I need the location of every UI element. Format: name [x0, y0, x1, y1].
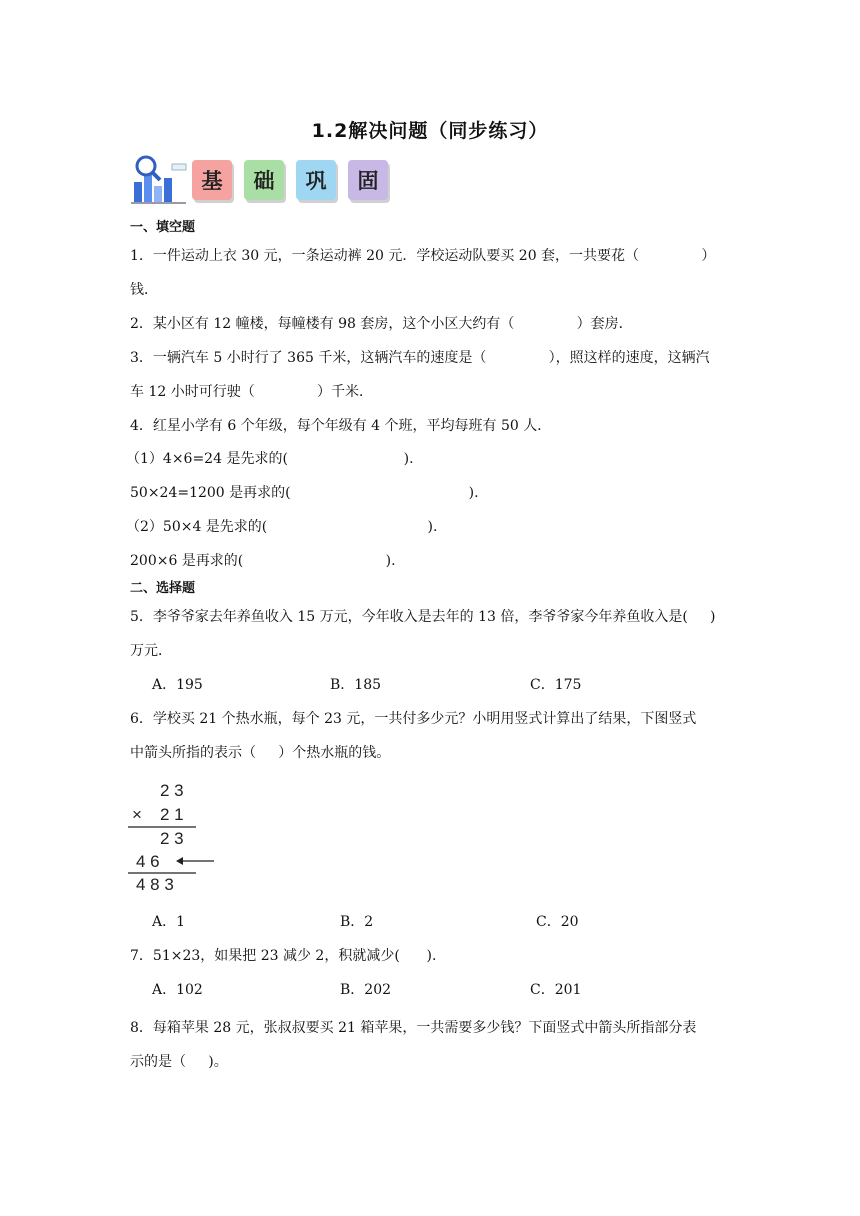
- page-title: 1.2解决问题（同步练习）: [311, 120, 549, 142]
- vert-row-1: 2 3: [160, 781, 184, 800]
- vert-operator: ×: [132, 805, 142, 824]
- question-7-line-1: 7．51×23，如果把 23 减少 2，积就减少( ).: [130, 948, 437, 964]
- vertical-multiplication: [126, 778, 226, 896]
- question-6-option-c: C．20: [536, 914, 579, 930]
- arrow-left-icon: [176, 857, 183, 865]
- question-5-option-c: C．175: [530, 677, 582, 693]
- question-3-line-2: 车 12 小时可行驶（ ）千米．: [130, 384, 374, 400]
- banner-tile-1: 基: [192, 160, 232, 200]
- vert-row-5: 4 8 3: [136, 875, 174, 894]
- section-heading-fill: 一、填空题: [130, 220, 196, 235]
- question-5-line-2: 万元．: [130, 643, 172, 659]
- section-heading-choice: 二、选择题: [130, 581, 196, 596]
- question-4-line-3: 50×24=1200 是再求的( ).: [130, 485, 479, 501]
- question-4-line-1: 4．红星小学有 6 个年级，每个年级有 4 个班，平均每班有 50 人．: [130, 418, 552, 434]
- question-6-line-1: 6．学校买 21 个热水瓶，每个 23 元，一共付多少元？小明用竖式计算出了结果，下图竖式: [130, 711, 697, 727]
- question-3-line-1: 3．一辆汽车 5 小时行了 365 千米，这辆汽车的速度是（ ），照这样的速度，这辆汽: [130, 350, 710, 366]
- question-5-option-a: A．195: [152, 677, 203, 693]
- vert-row-3: 2 3: [160, 829, 184, 848]
- question-7-option-c: C．201: [530, 982, 582, 998]
- question-6-line-2: 中箭头所指的表示（ ）个热水瓶的钱。: [130, 745, 391, 761]
- question-7-option-a: A．102: [152, 982, 203, 998]
- question-1-line-1: 1．一件运动上衣 30 元，一条运动裤 20 元．学校运动队要买 20 套，一共要花（ ）: [130, 248, 716, 264]
- vert-row-2: 2 1: [160, 805, 184, 824]
- question-6-option-b: B．2: [340, 914, 374, 930]
- banner-tile-4: 固: [348, 160, 388, 200]
- magnifier-chart-icon: [128, 154, 188, 206]
- question-4-line-4: （2）50×4 是先求的( ).: [126, 519, 438, 535]
- question-4-line-2: （1）4×6=24 是先求的( ).: [126, 451, 414, 467]
- section-banner: [128, 154, 388, 206]
- question-5-option-b: B．185: [330, 677, 382, 693]
- question-8-line-1: 8．每箱苹果 28 元，张叔叔要买 21 箱苹果，一共需要多少钱？下面竖式中箭头所指部分表: [130, 1020, 697, 1036]
- vert-row-4: 4 6: [136, 852, 160, 871]
- question-5-line-1: 5．李爷爷家去年养鱼收入 15 万元，今年收入是去年的 13 倍，李爷爷家今年养鱼收入是( ): [130, 609, 716, 625]
- banner-tile-2: 础: [244, 160, 284, 200]
- question-8-line-2: 示的是（ )。: [130, 1054, 228, 1070]
- question-1-line-2: 钱．: [130, 282, 158, 298]
- question-6-option-a: A．1: [152, 914, 186, 930]
- question-7-option-b: B．202: [340, 982, 392, 998]
- banner-tile-3: 巩: [296, 160, 336, 200]
- question-2-line-1: 2．某小区有 12 幢楼，每幢楼有 98 套房，这个小区大约有（ ）套房．: [130, 316, 633, 332]
- question-4-line-5: 200×6 是再求的( ).: [130, 553, 401, 569]
